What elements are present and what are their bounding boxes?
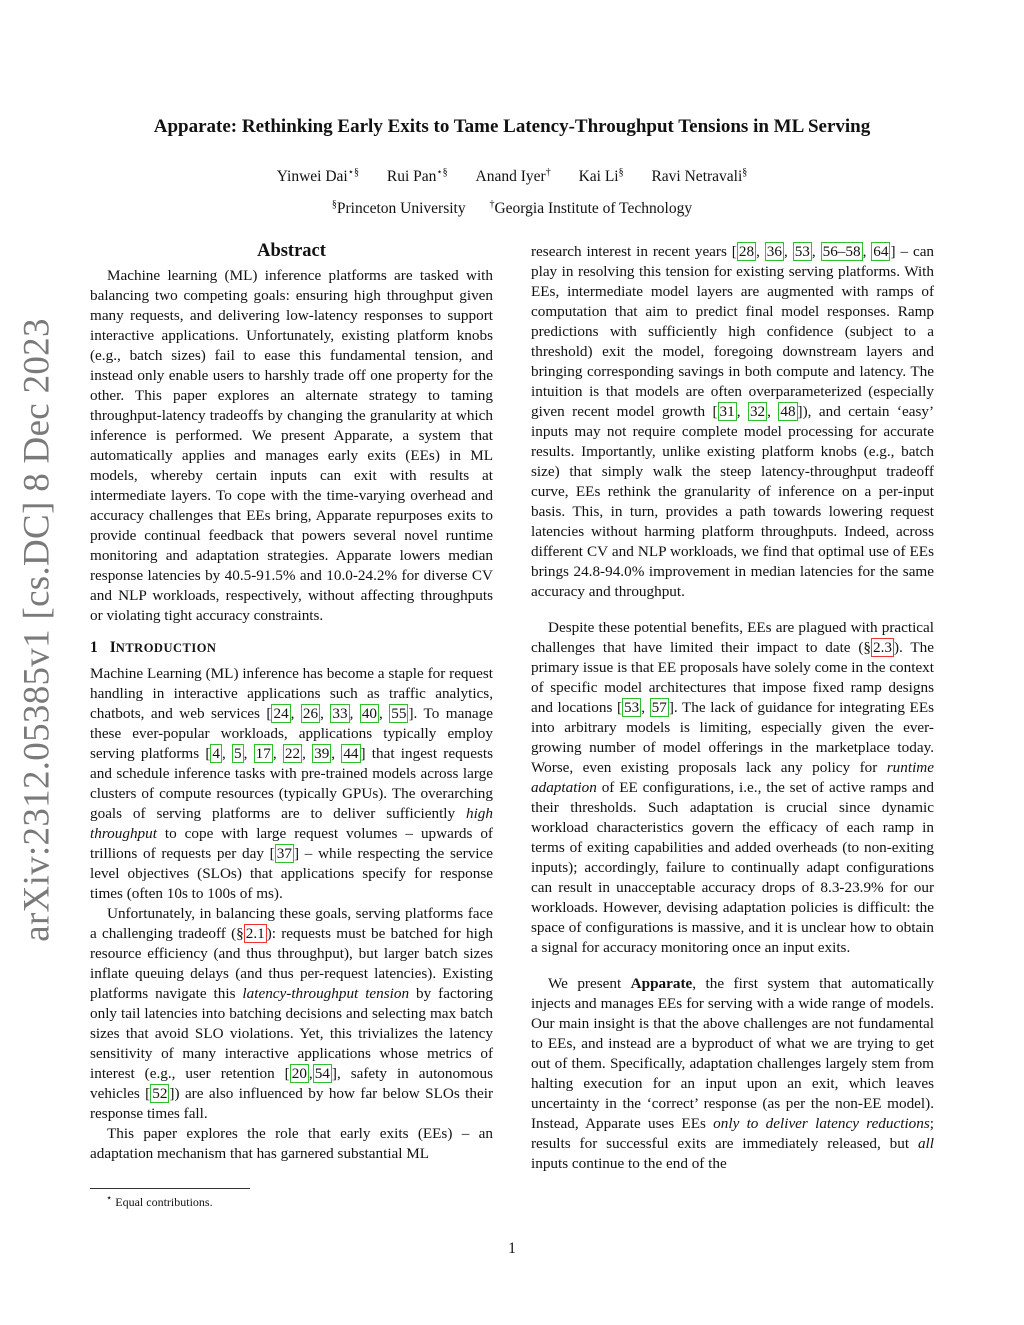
citation-link[interactable]: 37: [276, 845, 292, 862]
intro-paragraph-3: This paper explores the role that early exits (EEs) – an adaptation mechanism that has garnered substantial ML: [90, 1125, 493, 1162]
citation-link[interactable]: 53: [624, 699, 640, 716]
paragraph-gap: [531, 958, 934, 974]
citation-link[interactable]: 24: [273, 705, 289, 722]
intro-paragraph-1: Machine Learning (ML) inference has become a staple for request handling in interactive applications such as traffic analytics, chatbots, and web services [ 24 , 26 , 33 , 40 , 55 ]. To manage these ever-popular workloads, applications typically employ serving platforms [ 4 , 5 , 17 , 22 , 39 , 44 ] that ingest requests and schedule inference tasks with pre-trained models across large clusters of compute resources (typically GPUs). The overarching goals of serving platforms are to deliver sufficiently high throughput to cope with large request volumes – upwards of trillions of requests per day [ 37 ] – while respecting the service level objectives (SLOs) that applications specify for response times (often 10s to 100s of ms).: [90, 665, 494, 902]
page-number: 1: [508, 1240, 516, 1257]
body-paragraph-3: We present Apparate, the first system that automatically injects and manages EEs for serving with a wide range of models. Our main insight is that the above challenges are not fundamental to EEs, and instead are a byproduct of what we are trying to get out of them. Specifically, adaptation challenges largely stem from halting execution for an input upon an exit, which leaves uncertainty in the ‘correct’ response (as per the non-EE model). Instead, Apparate uses EEs only to deliver latency reductions; results for successful exits are immediately released, but all inputs continue to the end of the: [531, 975, 935, 1172]
section-reference-link[interactable]: 2.3: [873, 639, 892, 656]
citation-link[interactable]: 20: [291, 1065, 307, 1082]
citation-link[interactable]: 40: [361, 705, 378, 722]
section-reference-link[interactable]: 2.1: [245, 925, 265, 942]
citation-link[interactable]: 57: [651, 699, 667, 716]
paragraph-gap: [531, 602, 934, 618]
citation-link[interactable]: 52: [152, 1085, 168, 1102]
citation-link[interactable]: 31: [719, 403, 735, 420]
citation-link[interactable]: 28: [738, 243, 755, 260]
author: Anand Iyer†: [475, 167, 551, 186]
citation-link[interactable]: 39: [314, 745, 330, 762]
citation-link[interactable]: 4: [212, 745, 221, 762]
abstract-heading: Abstract: [257, 241, 326, 261]
arxiv-identifier[interactable]: arXiv:2312.05385v1 [cs.DC] 8 Dec 2023: [16, 318, 58, 942]
left-column: [90, 240, 493, 1164]
section-heading-introduction: 1 INTRODUCTION: [90, 639, 217, 656]
author: Yinwei Dai⋆§: [276, 167, 359, 186]
citation-link[interactable]: 55: [391, 705, 407, 722]
intro-paragraph-2: Unfortunately, in balancing these goals, serving platforms face a challenging tradeoff (§ 2.1 ): requests must be batched for high resource efficiency (and thus throughput), but larger batch sizes inflate queuing delays (and thus per-request latencies). Existing platforms navigate this latency-throughput tension by factoring only tail latencies into batching decisions and selecting max batch sizes that avoid SLO violations. Yet, this trivializes the latency sensitivity of many interactive applications whose metrics of interest (e.g., user retention [ 20 , 54 ], safety in autonomous vehicles [ 52 ]) are also influenced by how far below SLOs their response times fall.: [90, 905, 494, 1122]
citation-link[interactable]: 54: [314, 1065, 330, 1082]
citation-link[interactable]: 26: [302, 705, 319, 722]
citation-link[interactable]: 5: [234, 745, 242, 762]
citation-link[interactable]: 33: [332, 705, 348, 722]
affiliation: †Georgia Institute of Technology: [489, 199, 693, 218]
author: Ravi Netravali§: [651, 167, 748, 186]
citation-link[interactable]: 17: [255, 745, 271, 762]
citation-link[interactable]: 44: [343, 745, 359, 762]
affiliation-list: [0, 199, 1024, 218]
arxiv-stamp: [12, 318, 62, 942]
paper-title: Apparate: Rethinking Early Exits to Tame Latency-Throughput Tensions in ML Serving: [153, 116, 871, 137]
body-paragraph-2: Despite these potential benefits, EEs are plagued with practical challenges that have limited their impact to date (§ 2.3 ). The primary issue is that EE proposals have solely come in the context of specific model architectures that impose fixed ramp designs and locations [ 53 , 57 ]. The lack of guidance for integrating EEs into arbitrary models is limiting, especially given the ever-growing number of model offerings in the marketplace today. Worse, even existing proposals lack any policy for runtime adaptation of EE configurations, i.e., the set of active ramps and their thresholds. Such adaptation is crucial since dynamic workload characteristics govern the efficacy of each ramp in terms of exiting capabilities and added overheads (to non-exiting inputs); accordingly, failure to continually adapt configurations can result in unacceptable accuracy drops of 8.3-23.9% for our workloads. However, devising adaptation policies is difficult: the space of configurations is massive, and it is unclear how to obtain a signal for accuracy monitoring once an input exits.: [531, 619, 935, 956]
abstract-text: Machine learning (ML) inference platforms are tasked with balancing two competing goals: ensuring high throughput given many requests, and delivering low-latency responses to support interactive applications. Unfortunately, existing platform knobs (e.g., batch sizes) fail to ease this fundamental tension, and instead only enable users to harshly trade off one property for the other. This paper explores an alternate strategy to taming throughput-latency tradeoffs by changing the granularity at which inference is performed. We present Apparate, a system that automatically applies and manages early exits (EEs) in ML models, whereby certain inputs can exit with results at intermediate layers. To cope with the time-varying overhead and accuracy challenges that EEs bring, Apparate repurposes exits to provide continual feedback that powers several novel runtime monitoring and adaptation strategies. Apparate lowers median response latencies by 40.5-91.5% and 10.0-24.2% for diverse CV and NLP workloads, respectively, without affecting throughputs or violating tight accuracy constraints.: [90, 267, 493, 624]
citation-link[interactable]: 64: [873, 243, 889, 260]
citation-link[interactable]: 48: [780, 403, 796, 420]
author-list: [0, 167, 1024, 186]
citation-link[interactable]: 56–58: [822, 243, 861, 260]
citation-link[interactable]: 22: [284, 745, 301, 762]
author: Kai Li§: [578, 167, 624, 186]
author: Rui Pan⋆§: [386, 167, 448, 186]
citation-link[interactable]: 32: [749, 403, 766, 420]
body-paragraph-1: research interest in recent years [ 28 , 36 , 53 , 56–58 , 64 ] – can play in resolving this tension for existing serving platforms. With EEs, intermediate model layers are augmented with ramps of computation that aim to predict final model responses. Ramp predictions with sufficiently high confidence (subject to a threshold) exit the model, foregoing downstream layers and bringing corresponding savings in both compute and latency. The intuition is that models are often overparameterized (especially given recent model growth [ 31 , 32 , 48 ]), and certain ‘easy’ inputs may not require complete model processing for accurate results. Importantly, unlike existing platform knobs (e.g., batch size) that simply walk the steep latency-throughput tradeoff curve, EEs rethink the granularity of inference on a per-input basis. This, in turn, provides a path towards lowering request latencies without harming platform throughputs. Indeed, across different CV and NLP workloads, we find that optimal use of EEs brings 24.8-94.0% improvement in median latencies for the same accuracy and throughput.: [531, 243, 935, 600]
citation-link[interactable]: 53: [794, 243, 810, 260]
right-column: [531, 242, 934, 1174]
footnote-rule: [90, 1188, 250, 1189]
citation-link[interactable]: 36: [766, 243, 782, 260]
affiliation: §Princeton University: [331, 199, 466, 218]
footnote: ⋆ Equal contributions.: [106, 1193, 213, 1209]
